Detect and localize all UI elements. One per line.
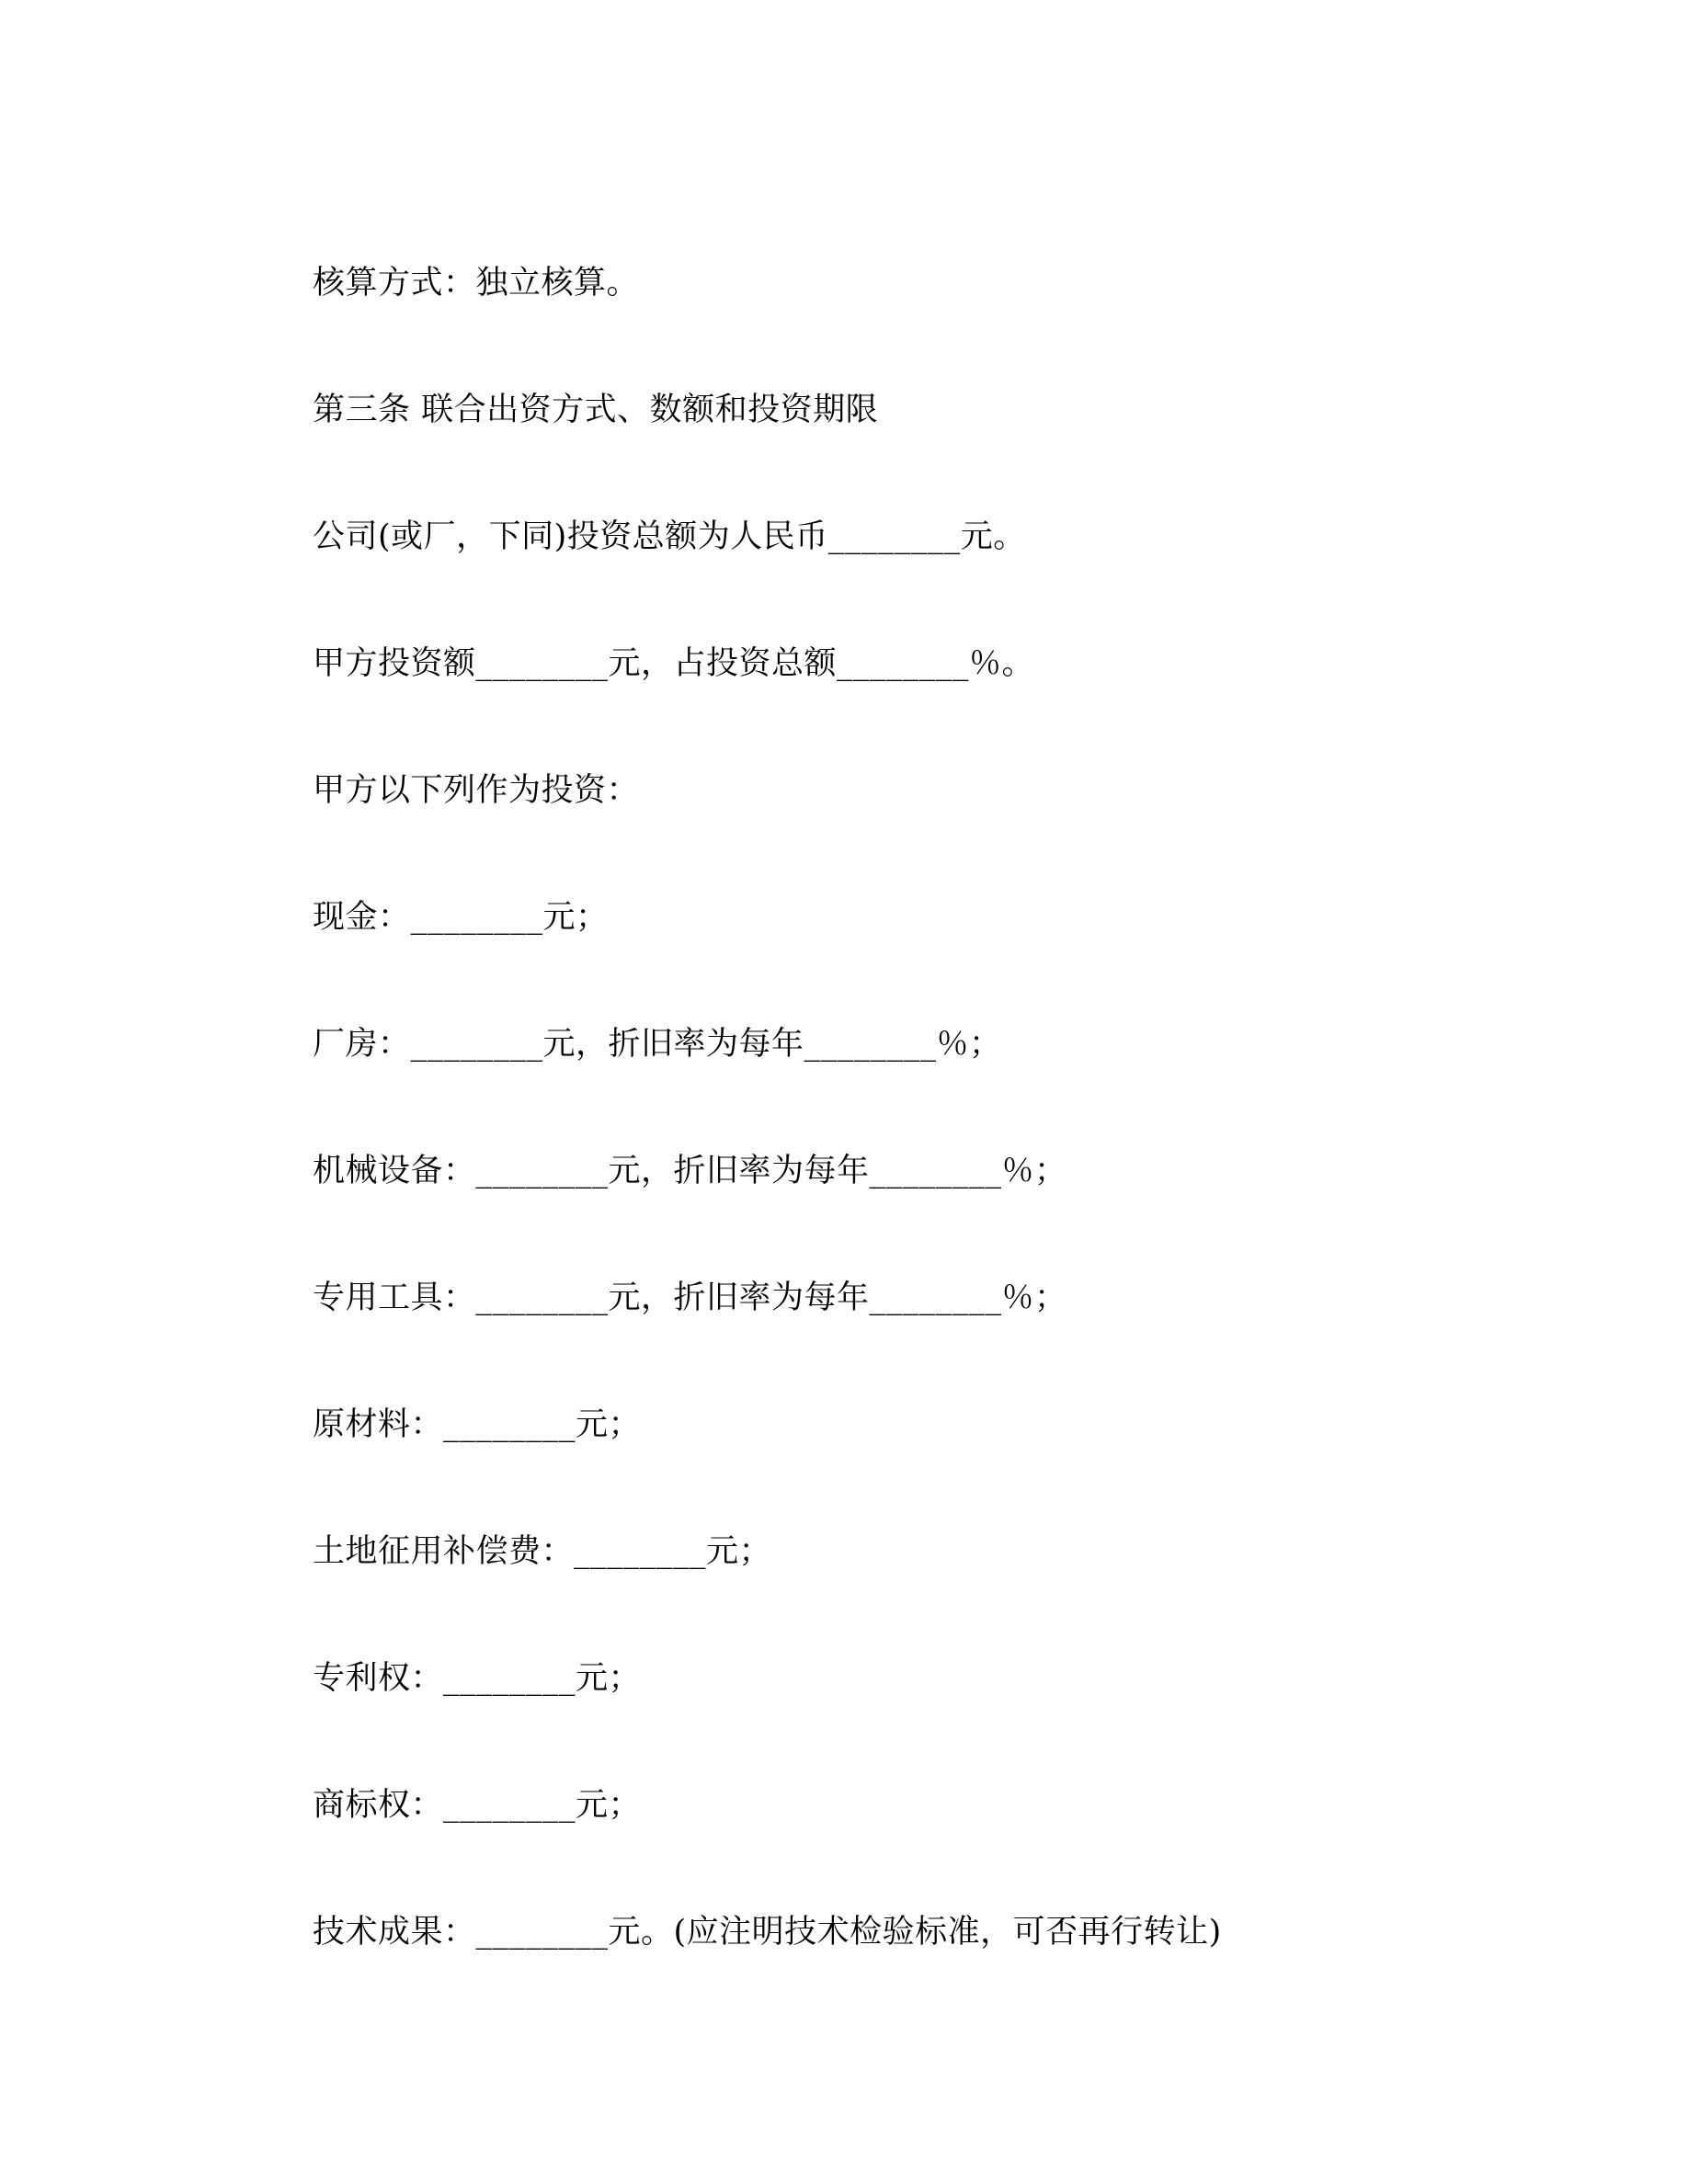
cash-line: 现金：________元； xyxy=(313,899,609,936)
technical-achievements-line: 技术成果：________元。(应注明技术检验标准，可否再行转让) xyxy=(313,1914,1222,1951)
patent-right-line: 专利权：________元； xyxy=(313,1660,642,1697)
land-compensation-line: 土地征用补偿费：________元； xyxy=(313,1533,772,1570)
special-tools-line: 专用工具：________元，折旧率为每年________％； xyxy=(313,1280,1067,1316)
trademark-right-line: 商标权：________元； xyxy=(313,1787,642,1824)
accounting-method-line: 核算方式：独立核算。 xyxy=(313,265,640,301)
party-a-investment-items-intro: 甲方以下列作为投资： xyxy=(313,772,640,809)
total-investment-line: 公司(或厂，下同)投资总额为人民币________元。 xyxy=(313,518,1026,555)
factory-building-line: 厂房：________元，折旧率为每年________％； xyxy=(313,1026,1002,1063)
raw-materials-line: 原材料：________元； xyxy=(313,1406,642,1443)
party-a-investment-line: 甲方投资额________元，占投资总额________％。 xyxy=(313,645,1035,682)
machinery-equipment-line: 机械设备：________元，折旧率为每年________％； xyxy=(313,1153,1067,1189)
article-three-heading: 第三条 联合出资方式、数额和投资期限 xyxy=(313,392,879,428)
